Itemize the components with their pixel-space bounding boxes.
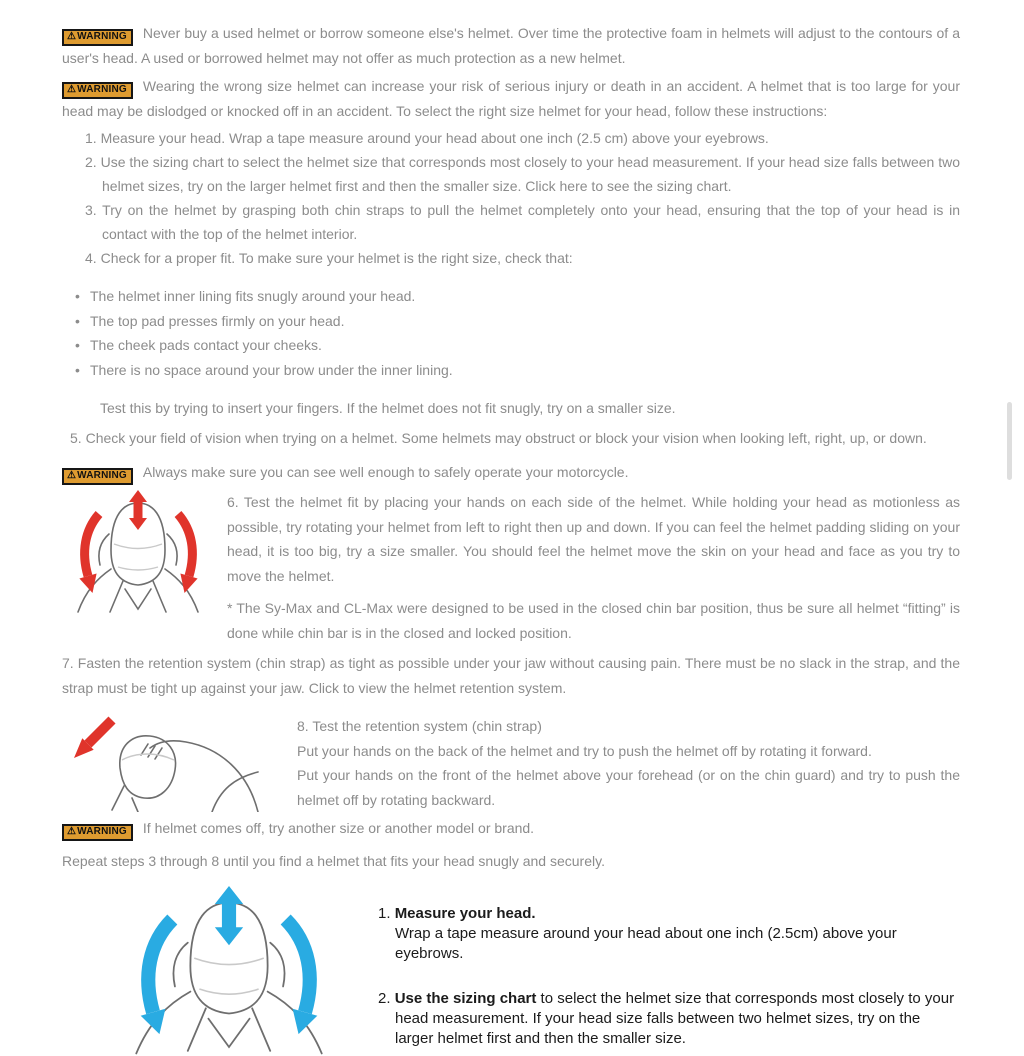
warning-wrong-size	[62, 74, 960, 124]
sizing-steps-list	[62, 126, 960, 270]
step7-body: 7. Fasten the retention system (chin strap) as tight as possible under your jaw without causing pain. There must be no slack in the strap, and the strap must be tight up against your jaw.	[62, 655, 960, 696]
fit-test-illustration	[62, 490, 215, 614]
warning-triangle-icon: ⚠	[67, 826, 77, 837]
retention-test-illustration	[62, 706, 267, 812]
step-number: 3.	[85, 202, 97, 218]
warning-badge	[62, 29, 133, 46]
warning-badge	[62, 82, 133, 99]
step-text: Use the sizing chart to select the helmet size that corresponds most closely to your head measurement. If your head size falls between two helmet sizes, try on the larger helmet first and then the smaller size.	[100, 154, 961, 194]
warning-badge-label: WARNING	[77, 31, 127, 42]
bullet-icon: •	[75, 288, 80, 304]
step8-text-block	[297, 714, 960, 812]
summary-step-1	[378, 904, 960, 964]
warning-badge-label: WARNING	[77, 826, 127, 837]
checklist-text: The helmet inner lining fits snugly around your head.	[90, 288, 416, 304]
retention-system-link[interactable]: Click to view the helmet retention system.	[308, 679, 567, 696]
step8-title: 8. Test the retention system (chin strap)	[297, 718, 542, 734]
push-forward-arrow-icon	[88, 720, 112, 744]
summary-step-2	[378, 989, 960, 1049]
warning-wrong-size-text: Wearing the wrong size helmet can increase your risk of serious injury or death in an accident. A helmet that is too large for your head may be dislodged or knocked off in an accident. To select the right size helmet for your head, follow these instructions:	[62, 77, 960, 119]
step-number: 1.	[85, 130, 97, 146]
step6-text-block	[227, 490, 960, 645]
warning-triangle-icon: ⚠	[67, 470, 77, 481]
finger-test-note: Test this by trying to insert your fingers. If the helmet does not fit snugly, try on a smaller size.	[100, 400, 676, 416]
warning-badge	[62, 824, 133, 841]
bullet-icon: •	[75, 312, 80, 329]
bullet-icon: •	[75, 337, 80, 353]
rotate-left-arrowhead-icon	[141, 1008, 166, 1033]
summary-step-bold: Measure your head.	[394, 904, 536, 922]
step7-text	[62, 651, 960, 700]
warning-badge-label: WARNING	[77, 83, 127, 95]
rotate-right-arrowhead-icon	[293, 1008, 318, 1033]
summary-step-number: 1.	[378, 904, 391, 922]
summary-steps-block	[378, 904, 960, 1049]
helmet-lines	[194, 958, 264, 994]
warning-used-helmet	[62, 21, 960, 71]
rotate-left-arrow-icon	[148, 919, 172, 1012]
checklist-item	[75, 333, 960, 358]
summary-step-number: 2.	[378, 989, 391, 1007]
helmet-lines	[114, 544, 162, 570]
symax-note: * The Sy-Max and CL-Max were designed to be used in the closed chin bar position, thus be sure all helmet “fitting” is done while chin bar is in the closed and locked position.	[227, 600, 960, 641]
step-item-2	[85, 150, 960, 198]
summary-step-bold: Use the sizing chart	[394, 989, 537, 1007]
warning-triangle-icon: ⚠	[67, 83, 77, 95]
fit-checklist	[62, 284, 960, 382]
warning-badge	[62, 468, 133, 485]
warning-badge-label: WARNING	[77, 470, 127, 481]
rotate-right-arrowhead-icon	[180, 574, 197, 594]
step8-figure	[62, 706, 960, 812]
rotate-left-arrowhead-icon	[79, 574, 96, 594]
step-number: 4.	[85, 250, 97, 266]
step-text: Measure your head. Wrap a tape measure around your head about one inch (2.5 cm) above your eyebrows.	[100, 130, 769, 146]
warning-comes-off	[62, 816, 960, 841]
warning-used-helmet-text: Never buy a used helmet or borrow someone else's helmet. Over time the protective foam in helmets will adjust to the contours of a user's head. A used or borrowed helmet may not offer as much protection as a new helmet.	[62, 25, 960, 66]
step6-text: 6. Test the helmet fit by placing your hands on each side of the helmet. While holding your head as motionless as possible, try rotating your helmet from left to right then up and down. If you can feel the helmet padding sliding on your head, it is too big, try a size smaller. You should feel the helmet move the skin on your head and face as you try to move the helmet.	[227, 494, 960, 584]
step-item-4	[85, 246, 960, 270]
checklist-text: There is no space around your brow under the inner lining.	[90, 361, 453, 378]
rotate-right-arrow-icon	[286, 919, 310, 1012]
checklist-text: The top pad presses firmly on your head.	[90, 312, 345, 329]
scrollbar-thumb[interactable]	[1007, 402, 1012, 480]
rotate-left-arrow-icon	[85, 514, 99, 576]
checklist-item	[75, 358, 960, 383]
step-number: 5.	[70, 429, 82, 446]
step-item-1	[85, 126, 960, 150]
sizing-chart-link[interactable]: Click here to see the sizing chart.	[525, 178, 732, 194]
step8-line2: Put your hands on the front of the helmet above your forehead (or on the chin guard) and try to push the helmet off by rotating backward.	[297, 767, 960, 808]
checklist-item	[75, 309, 960, 334]
summary-step-text: Wrap a tape measure around your head about one inch (2.5cm) above your eyebrows.	[395, 924, 897, 962]
step-text: Try on the helmet by grasping both chin straps to pull the helmet completely onto your head, ensuring that the top of your head is in contact with the top of the helmet interior.	[102, 202, 960, 242]
warning-vision-text: Always make sure you can see well enough to safely operate your motorcycle.	[142, 464, 629, 480]
up-down-arrow-icon	[129, 490, 147, 530]
checklist-text: The cheek pads contact your cheeks.	[90, 337, 322, 353]
repeat-steps-note: Repeat steps 3 through 8 until you find a helmet that fits your head snugly and securely.	[62, 853, 605, 869]
step-text: Check for a proper fit. To make sure your helmet is the right size, check that:	[100, 250, 573, 266]
step-number: 2.	[85, 154, 97, 170]
summary-step-text: to select the helmet size that corresponds most closely to your head measurement. If your head size falls between two helmet sizes, try on the larger helmet first and then the smaller size.	[395, 989, 955, 1047]
rotate-right-arrow-icon	[178, 514, 192, 576]
bullet-icon: •	[75, 361, 80, 378]
warning-vision	[62, 460, 960, 485]
checklist-item	[75, 284, 960, 309]
step6-figure	[62, 490, 960, 645]
step-text: Check your field of vision when trying on a helmet. Some helmets may obstruct or block your vision when looking left, right, up, or down.	[85, 429, 927, 446]
step-item-5	[62, 426, 960, 451]
step-item-3	[85, 198, 960, 246]
warning-triangle-icon: ⚠	[67, 31, 77, 42]
summary-figure	[100, 886, 960, 1056]
up-down-arrow-icon	[215, 886, 243, 945]
step8-line1: Put your hands on the back of the helmet and try to push the helmet off by rotating it forward.	[297, 742, 872, 759]
warning-comes-off-text: If helmet comes off, try another size or another model or brand.	[142, 820, 535, 836]
measure-head-illustration	[100, 886, 358, 1056]
push-helmet-sketch	[112, 736, 258, 812]
